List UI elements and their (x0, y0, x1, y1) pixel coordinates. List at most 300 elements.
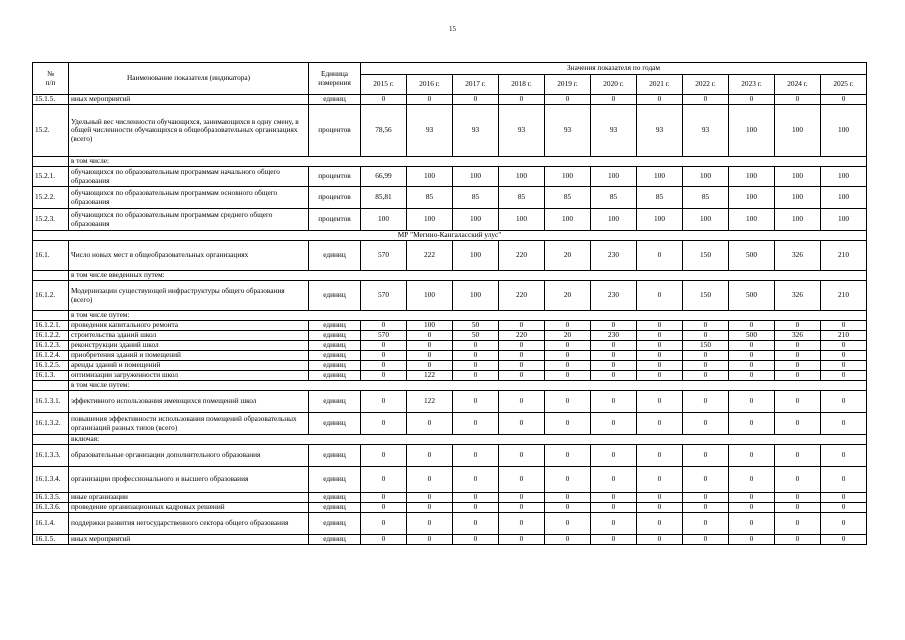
value-cell: 0 (821, 361, 867, 371)
table-row (33, 241, 867, 271)
value-cell: 0 (729, 413, 775, 435)
value-cell: 100 (821, 209, 867, 231)
table-row (33, 413, 867, 435)
value-cell: 0 (683, 371, 729, 381)
value-cell: 0 (545, 361, 591, 371)
value-cell: 0 (591, 445, 637, 467)
value-cell: 100 (591, 209, 637, 231)
value-cell: 0 (499, 391, 545, 413)
value-cell: 100 (821, 187, 867, 209)
table-body (33, 95, 867, 545)
value-cell: 0 (407, 493, 453, 503)
table-row (33, 535, 867, 545)
value-cell: 210 (821, 281, 867, 311)
value-cell: 0 (545, 391, 591, 413)
value-cell: 93 (545, 105, 591, 157)
value-cell: 100 (591, 167, 637, 187)
indicator-name: Число новых мест в общеобразовательных организациях (69, 241, 309, 271)
header-num: № п/п (33, 63, 69, 95)
value-cell: 0 (545, 503, 591, 513)
value-cell: 0 (637, 445, 683, 467)
table-row (33, 503, 867, 513)
unit-cell: единиц (309, 535, 361, 545)
value-cell: 0 (821, 413, 867, 435)
header-unit: Единица измерения (309, 63, 361, 95)
header-year: 2024 г. (775, 75, 821, 95)
table-row (33, 371, 867, 381)
value-cell: 0 (407, 351, 453, 361)
value-cell: 222 (407, 241, 453, 271)
value-cell: 93 (637, 105, 683, 157)
value-cell: 100 (637, 167, 683, 187)
value-cell: 0 (775, 351, 821, 361)
unit-cell: единиц (309, 445, 361, 467)
table-row (33, 187, 867, 209)
row-number: 16.1.3.6. (33, 503, 69, 513)
value-cell: 0 (545, 341, 591, 351)
value-cell: 0 (729, 503, 775, 513)
unit-cell: единиц (309, 513, 361, 535)
value-cell: 0 (591, 503, 637, 513)
indicator-name: обучающихся по образовательным программам основного общего образования (69, 187, 309, 209)
subheading-text: в том числе путем: (69, 311, 867, 321)
value-cell: 326 (775, 241, 821, 271)
page-number: 15 (449, 25, 456, 33)
value-cell: 100 (361, 209, 407, 231)
section-row (33, 231, 867, 241)
row-number: 16.1.5. (33, 535, 69, 545)
value-cell: 150 (683, 341, 729, 351)
indicator-name: образовательные организации дополнительного образования (69, 445, 309, 467)
subheading-row (33, 157, 867, 167)
value-cell: 0 (545, 513, 591, 535)
value-cell: 20 (545, 281, 591, 311)
header-name: Наименование показателя (индикатора) (69, 63, 309, 95)
value-cell: 100 (683, 167, 729, 187)
value-cell: 0 (499, 341, 545, 351)
value-cell: 0 (499, 351, 545, 361)
unit-cell: единиц (309, 321, 361, 331)
subheading-row (33, 435, 867, 445)
value-cell: 0 (407, 445, 453, 467)
value-cell: 230 (591, 331, 637, 341)
value-cell: 122 (407, 371, 453, 381)
value-cell: 0 (453, 371, 499, 381)
value-cell: 0 (821, 341, 867, 351)
value-cell: 0 (683, 321, 729, 331)
value-cell: 0 (637, 535, 683, 545)
value-cell: 0 (453, 391, 499, 413)
value-cell: 230 (591, 281, 637, 311)
table-row (33, 281, 867, 311)
value-cell: 93 (499, 105, 545, 157)
indicator-name: поддержки развития негосударственного сектора общего образования (69, 513, 309, 535)
unit-cell: единиц (309, 371, 361, 381)
value-cell: 0 (361, 467, 407, 493)
value-cell: 0 (821, 467, 867, 493)
header-year: 2019 г. (545, 75, 591, 95)
value-cell: 100 (407, 321, 453, 331)
value-cell: 0 (453, 351, 499, 361)
value-cell: 0 (683, 95, 729, 105)
indicator-name: обучающихся по образовательным программам среднего общего образования (69, 209, 309, 231)
value-cell: 0 (775, 467, 821, 493)
table-row (33, 513, 867, 535)
value-cell: 100 (683, 209, 729, 231)
value-cell: 0 (499, 371, 545, 381)
value-cell: 0 (729, 535, 775, 545)
value-cell: 0 (637, 341, 683, 351)
value-cell: 220 (499, 241, 545, 271)
value-cell: 100 (499, 167, 545, 187)
header-year: 2023 г. (729, 75, 775, 95)
value-cell: 0 (545, 467, 591, 493)
unit-cell: единиц (309, 493, 361, 503)
value-cell: 0 (453, 513, 499, 535)
value-cell: 0 (637, 361, 683, 371)
header-year: 2015 г. (361, 75, 407, 95)
value-cell: 50 (453, 321, 499, 331)
value-cell: 150 (683, 281, 729, 311)
value-cell: 0 (637, 281, 683, 311)
indicator-name: строительства зданий школ (69, 331, 309, 341)
value-cell: 0 (683, 513, 729, 535)
unit-cell: единиц (309, 281, 361, 311)
value-cell: 0 (683, 413, 729, 435)
value-cell: 50 (453, 331, 499, 341)
empty-cell (33, 271, 69, 281)
value-cell: 0 (407, 413, 453, 435)
value-cell: 0 (729, 361, 775, 371)
value-cell: 0 (499, 95, 545, 105)
value-cell: 100 (453, 281, 499, 311)
row-number: 15.2. (33, 105, 69, 157)
value-cell: 570 (361, 241, 407, 271)
value-cell: 0 (683, 351, 729, 361)
value-cell: 0 (637, 241, 683, 271)
value-cell: 0 (453, 361, 499, 371)
header-year: 2020 г. (591, 75, 637, 95)
value-cell: 0 (775, 341, 821, 351)
value-cell: 0 (775, 493, 821, 503)
value-cell: 0 (591, 361, 637, 371)
value-cell: 0 (775, 321, 821, 331)
value-cell: 0 (591, 391, 637, 413)
section-title: МР "Мегино-Кангаласский улус" (33, 231, 867, 241)
value-cell: 100 (821, 105, 867, 157)
unit-cell: процентов (309, 105, 361, 157)
unit-cell: процентов (309, 209, 361, 231)
value-cell: 85 (591, 187, 637, 209)
subheading-text: в том числе: (69, 157, 867, 167)
value-cell: 0 (453, 467, 499, 493)
row-number: 16.1.3.3. (33, 445, 69, 467)
value-cell: 0 (637, 391, 683, 413)
value-cell: 0 (453, 503, 499, 513)
value-cell: 0 (775, 535, 821, 545)
value-cell: 0 (729, 351, 775, 361)
row-number: 16.1.2.2. (33, 331, 69, 341)
row-number: 15.2.3. (33, 209, 69, 231)
unit-cell: единиц (309, 341, 361, 351)
value-cell: 0 (729, 371, 775, 381)
value-cell: 0 (361, 391, 407, 413)
value-cell: 0 (591, 493, 637, 503)
value-cell: 100 (729, 187, 775, 209)
value-cell: 0 (821, 513, 867, 535)
value-cell: 0 (453, 95, 499, 105)
value-cell: 0 (361, 413, 407, 435)
value-cell: 100 (775, 187, 821, 209)
value-cell: 0 (591, 467, 637, 493)
value-cell: 0 (361, 341, 407, 351)
value-cell: 210 (821, 331, 867, 341)
value-cell: 210 (821, 241, 867, 271)
value-cell: 326 (775, 281, 821, 311)
value-cell: 0 (729, 445, 775, 467)
row-number: 16.1. (33, 241, 69, 271)
subheading-row (33, 311, 867, 321)
value-cell: 0 (683, 331, 729, 341)
value-cell: 0 (361, 513, 407, 535)
row-number: 16.1.3. (33, 371, 69, 381)
value-cell: 0 (361, 95, 407, 105)
table-row (33, 209, 867, 231)
value-cell: 220 (499, 281, 545, 311)
unit-cell: единиц (309, 361, 361, 371)
value-cell: 85 (545, 187, 591, 209)
value-cell: 85 (499, 187, 545, 209)
value-cell: 93 (591, 105, 637, 157)
table-row (33, 341, 867, 351)
row-number: 16.1.2.3. (33, 341, 69, 351)
empty-cell (33, 435, 69, 445)
value-cell: 0 (775, 391, 821, 413)
row-number: 15.2.2. (33, 187, 69, 209)
value-cell: 0 (683, 535, 729, 545)
value-cell: 100 (775, 209, 821, 231)
value-cell: 570 (361, 331, 407, 341)
value-cell: 0 (821, 535, 867, 545)
value-cell: 20 (545, 241, 591, 271)
value-cell: 0 (453, 341, 499, 351)
value-cell: 0 (821, 321, 867, 331)
value-cell: 0 (729, 391, 775, 413)
unit-cell: единиц (309, 413, 361, 435)
value-cell: 0 (591, 535, 637, 545)
value-cell: 85 (637, 187, 683, 209)
indicators-table (32, 62, 867, 545)
value-cell: 570 (361, 281, 407, 311)
value-cell: 0 (637, 351, 683, 361)
unit-cell: единиц (309, 241, 361, 271)
indicator-name: оптимизации загруженности школ (69, 371, 309, 381)
value-cell: 0 (821, 445, 867, 467)
table-row (33, 493, 867, 503)
value-cell: 93 (453, 105, 499, 157)
value-cell: 0 (545, 493, 591, 503)
value-cell: 100 (729, 209, 775, 231)
header-year: 2016 г. (407, 75, 453, 95)
table-row (33, 445, 867, 467)
unit-cell: единиц (309, 351, 361, 361)
value-cell: 0 (499, 361, 545, 371)
value-cell: 0 (361, 445, 407, 467)
unit-cell: процентов (309, 187, 361, 209)
indicator-name: Удельный вес численности обучающихся, занимающихся в одну смену, в общей численности обучающихся в общеобразовательных организациях (всего) (69, 105, 309, 157)
value-cell: 0 (637, 467, 683, 493)
value-cell: 0 (499, 413, 545, 435)
header-values-group: Значения показателя по годам (361, 63, 867, 75)
table-row (33, 167, 867, 187)
value-cell: 0 (361, 535, 407, 545)
table-row (33, 331, 867, 341)
value-cell: 0 (775, 361, 821, 371)
value-cell: 0 (821, 391, 867, 413)
value-cell: 0 (591, 371, 637, 381)
value-cell: 85 (683, 187, 729, 209)
value-cell: 0 (591, 351, 637, 361)
value-cell: 0 (545, 535, 591, 545)
indicator-name: приобретения зданий и помещений (69, 351, 309, 361)
value-cell: 0 (499, 445, 545, 467)
header-year: 2018 г. (499, 75, 545, 95)
value-cell: 326 (775, 331, 821, 341)
indicator-name: реконструкции зданий школ (69, 341, 309, 351)
value-cell: 0 (361, 361, 407, 371)
value-cell: 100 (775, 167, 821, 187)
value-cell: 0 (821, 371, 867, 381)
header-year: 2021 г. (637, 75, 683, 95)
row-number: 16.1.2.4. (33, 351, 69, 361)
value-cell: 85,81 (361, 187, 407, 209)
row-number: 15.1.5. (33, 95, 69, 105)
unit-cell: единиц (309, 467, 361, 493)
value-cell: 0 (407, 513, 453, 535)
value-cell: 0 (499, 493, 545, 503)
value-cell: 0 (545, 445, 591, 467)
value-cell: 500 (729, 281, 775, 311)
value-cell: 100 (729, 105, 775, 157)
value-cell: 0 (775, 513, 821, 535)
value-cell: 0 (729, 341, 775, 351)
value-cell: 100 (407, 209, 453, 231)
row-number: 16.1.2.1. (33, 321, 69, 331)
indicator-name: Модернизации существующей инфраструктуры общего образования (всего) (69, 281, 309, 311)
row-number: 16.1.3.4. (33, 467, 69, 493)
value-cell: 0 (637, 321, 683, 331)
value-cell: 0 (821, 95, 867, 105)
value-cell: 0 (591, 321, 637, 331)
value-cell: 0 (407, 503, 453, 513)
value-cell: 0 (453, 413, 499, 435)
value-cell: 0 (499, 535, 545, 545)
value-cell: 150 (683, 241, 729, 271)
value-cell: 0 (591, 413, 637, 435)
value-cell: 85 (407, 187, 453, 209)
value-cell: 93 (683, 105, 729, 157)
value-cell: 0 (729, 467, 775, 493)
value-cell: 0 (545, 413, 591, 435)
value-cell: 100 (407, 281, 453, 311)
indicator-name: проведение организационных кадровых решений (69, 503, 309, 513)
table-row (33, 105, 867, 157)
value-cell: 0 (499, 503, 545, 513)
value-cell: 230 (591, 241, 637, 271)
value-cell: 100 (637, 209, 683, 231)
value-cell: 0 (637, 331, 683, 341)
indicator-name: иные организации (69, 493, 309, 503)
value-cell: 0 (499, 321, 545, 331)
value-cell: 0 (637, 95, 683, 105)
row-number: 16.1.2.5. (33, 361, 69, 371)
value-cell: 0 (499, 467, 545, 493)
value-cell: 0 (637, 503, 683, 513)
unit-cell: единиц (309, 95, 361, 105)
value-cell: 0 (775, 503, 821, 513)
row-number: 16.1.3.1. (33, 391, 69, 413)
value-cell: 100 (821, 167, 867, 187)
value-cell: 0 (729, 513, 775, 535)
indicator-name: аренды зданий и помещений (69, 361, 309, 371)
unit-cell: единиц (309, 391, 361, 413)
value-cell: 0 (545, 321, 591, 331)
value-cell: 0 (637, 371, 683, 381)
table-row (33, 95, 867, 105)
header-year: 2017 г. (453, 75, 499, 95)
value-cell: 100 (545, 209, 591, 231)
empty-cell (33, 311, 69, 321)
value-cell: 0 (591, 95, 637, 105)
value-cell: 0 (545, 95, 591, 105)
value-cell: 0 (729, 95, 775, 105)
value-cell: 0 (453, 493, 499, 503)
table-row (33, 467, 867, 493)
subheading-text: в том числе введенных путем: (69, 271, 867, 281)
value-cell: 100 (453, 209, 499, 231)
value-cell: 0 (775, 413, 821, 435)
value-cell: 78,56 (361, 105, 407, 157)
unit-cell: процентов (309, 167, 361, 187)
value-cell: 0 (683, 503, 729, 513)
row-number: 15.2.1. (33, 167, 69, 187)
value-cell: 0 (453, 445, 499, 467)
value-cell: 0 (821, 503, 867, 513)
empty-cell (33, 381, 69, 391)
value-cell: 0 (407, 95, 453, 105)
subheading-row (33, 271, 867, 281)
value-cell: 100 (729, 167, 775, 187)
table-row (33, 391, 867, 413)
value-cell: 0 (407, 341, 453, 351)
unit-cell: единиц (309, 503, 361, 513)
value-cell: 100 (453, 167, 499, 187)
value-cell: 0 (637, 513, 683, 535)
indicator-name: организации профессионального и высшего образования (69, 467, 309, 493)
value-cell: 0 (545, 371, 591, 381)
value-cell: 100 (775, 105, 821, 157)
subheading-text: включая: (69, 435, 867, 445)
row-number: 16.1.2. (33, 281, 69, 311)
value-cell: 0 (775, 445, 821, 467)
value-cell: 0 (637, 413, 683, 435)
value-cell: 0 (545, 351, 591, 361)
value-cell: 0 (683, 467, 729, 493)
table-row (33, 361, 867, 371)
value-cell: 0 (729, 493, 775, 503)
value-cell: 20 (545, 331, 591, 341)
subheading-text: в том числе путем: (69, 381, 867, 391)
